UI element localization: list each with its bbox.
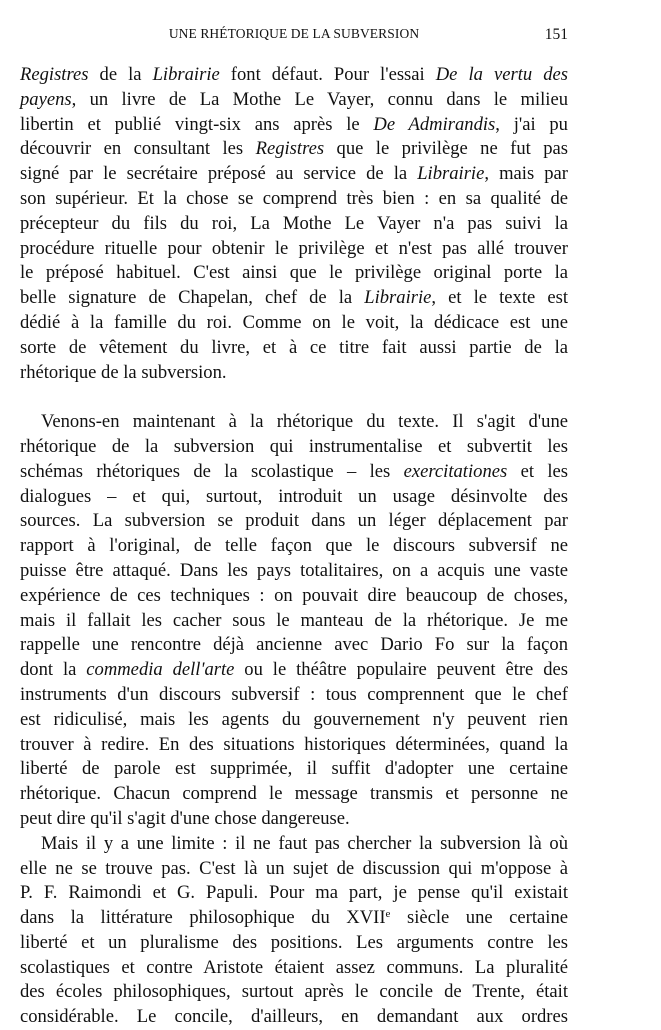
text-line bbox=[20, 807, 568, 832]
text-run: scolastiques et contre Aristote étaient assez communs. La pluralité bbox=[20, 956, 568, 978]
paragraph bbox=[20, 832, 568, 1030]
text-run: rhétorique de la subversion. bbox=[20, 361, 227, 383]
page-header bbox=[20, 26, 568, 46]
text-run: sorte de vêtement du livre, et à ce titre fait aussi partie de la bbox=[20, 336, 568, 358]
text-run: liberté et un pluralisme des positions. Les arguments contre les bbox=[20, 931, 568, 953]
body-text bbox=[20, 63, 568, 1030]
italic-text: commedia dell'arte bbox=[86, 659, 235, 681]
paragraph bbox=[20, 410, 568, 832]
text-line bbox=[20, 609, 568, 634]
text-run: rhétorique. Chacun comprend le message transmis et personne ne bbox=[20, 783, 568, 805]
text-line bbox=[20, 584, 568, 609]
text-run: rhétorique de la subversion qui instrumentalise et subvertit les bbox=[20, 435, 568, 457]
italic-text: Librairie bbox=[152, 64, 220, 85]
text-line bbox=[20, 857, 568, 882]
text-line bbox=[20, 881, 568, 906]
text-run: est ridiculisé, mais les agents du gouvernement n'y peuvent rien bbox=[20, 708, 568, 730]
text-run: trouver à redire. En des situations historiques déterminées, quand la bbox=[20, 733, 568, 755]
italic-text: payens bbox=[20, 88, 72, 110]
text-line bbox=[20, 286, 568, 311]
text-line bbox=[20, 906, 568, 931]
text-run: dialogues – et qui, surtout, introduit un usage désinvolte des bbox=[20, 485, 568, 507]
text-line bbox=[20, 683, 568, 708]
text-line bbox=[20, 658, 568, 683]
italic-text: De la vertu des bbox=[435, 64, 568, 85]
text-line bbox=[20, 187, 568, 212]
text-run: schémas rhétoriques de la scolastique – les bbox=[20, 460, 404, 482]
text-run: Venons-en maintenant à la rhétorique du texte. Il s'agit d'une bbox=[41, 411, 568, 433]
running-head: UNE RHÉTORIQUE DE LA SUBVERSION bbox=[168, 26, 420, 41]
text-line bbox=[20, 509, 568, 534]
text-run: font défaut. Pour l'essai bbox=[219, 64, 436, 85]
text-line bbox=[20, 757, 568, 782]
text-run: sources. La subversion se produit dans un léger déplacement par bbox=[20, 510, 568, 532]
text-line bbox=[20, 832, 568, 857]
text-line bbox=[20, 559, 568, 584]
text-run: puisse être attaqué. Dans les pays totalitaires, on a acquis une vaste bbox=[20, 559, 568, 581]
text-line bbox=[20, 63, 568, 88]
text-run: dont la bbox=[20, 659, 87, 681]
paragraph bbox=[20, 63, 568, 385]
text-line bbox=[20, 212, 568, 237]
italic-text: exercitationes bbox=[403, 460, 508, 482]
text-run: expérience de ces techniques : on pouvait dire beaucoup de choses, bbox=[20, 584, 568, 606]
text-run: de la bbox=[88, 64, 153, 85]
text-line bbox=[20, 931, 568, 956]
text-line bbox=[20, 237, 568, 262]
text-run: , un livre de La Mothe Le Vayer, connu dans le milieu bbox=[71, 88, 568, 110]
text-run: considérable. Le concile, d'ailleurs, en demandant aux ordres bbox=[20, 1006, 568, 1028]
text-line bbox=[20, 534, 568, 559]
text-line bbox=[20, 311, 568, 336]
superscript: e bbox=[385, 908, 391, 921]
text-line bbox=[20, 410, 568, 435]
text-run: précepteur du fils du roi, La Mothe Le Vayer n'a pas suivi la bbox=[20, 212, 568, 234]
text-line bbox=[20, 361, 568, 386]
text-run: instruments d'un discours subversif : tous comprennent que le chef bbox=[20, 683, 568, 705]
text-line bbox=[20, 460, 568, 485]
text-run: procédure rituelle pour obtenir le privilège et n'est pas allé trouver bbox=[20, 237, 568, 259]
text-line bbox=[20, 162, 568, 187]
text-line bbox=[20, 485, 568, 510]
text-run: découvrir en consultant les bbox=[20, 138, 256, 160]
paragraph-gap bbox=[20, 385, 568, 410]
text-line bbox=[20, 435, 568, 460]
text-run: mais il fallait les cacher sous le manteau de la rhétorique. Je me bbox=[20, 609, 568, 631]
text-run: et les bbox=[507, 460, 569, 482]
text-run: peut dire qu'il s'agit d'une chose dangereuse. bbox=[20, 807, 350, 829]
text-line bbox=[20, 956, 568, 981]
text-line bbox=[20, 980, 568, 1005]
text-run: ou le théâtre populaire peuvent être des bbox=[234, 659, 568, 681]
italic-text: Registres bbox=[255, 138, 325, 160]
text-run: siècle une certaine bbox=[390, 907, 568, 929]
italic-text: Librairie bbox=[417, 163, 485, 185]
italic-text: Librairie bbox=[364, 287, 432, 309]
text-line bbox=[20, 633, 568, 658]
text-run: liberté de parole est supprimée, il suffit d'adopter une certaine bbox=[20, 758, 568, 780]
text-run: que le privilège ne fut pas bbox=[324, 138, 569, 160]
italic-text: De Admirandis bbox=[373, 113, 496, 135]
text-line bbox=[20, 261, 568, 286]
page-number: 151 bbox=[544, 26, 568, 43]
text-run: , j'ai pu bbox=[495, 113, 568, 135]
text-run: dans la littérature philosophique du XVII bbox=[20, 907, 386, 929]
text-run: des écoles philosophiques, surtout après le concile de Trente, était bbox=[20, 981, 568, 1003]
text-line bbox=[20, 113, 568, 138]
text-run: , et le texte est bbox=[431, 287, 568, 309]
text-run: le préposé habituel. C'est ainsi que le privilège original porte la bbox=[20, 262, 568, 284]
text-line bbox=[20, 708, 568, 733]
text-run: son supérieur. Et la chose se comprend très bien : en sa qualité de bbox=[20, 187, 568, 209]
text-line bbox=[20, 782, 568, 807]
text-run: rappelle une rencontre déjà ancienne avec Dario Fo sur la façon bbox=[20, 634, 568, 656]
text-line bbox=[20, 137, 568, 162]
text-run: elle ne se trouve pas. C'est là un sujet de discussion qui m'oppose à bbox=[20, 857, 568, 879]
text-line bbox=[20, 733, 568, 758]
text-run: dédié à la famille du roi. Comme on le voit, la dédicace est une bbox=[20, 311, 568, 333]
text-line bbox=[20, 88, 568, 113]
text-run: , mais par bbox=[484, 163, 568, 185]
text-line bbox=[20, 336, 568, 361]
italic-text: Registres bbox=[20, 64, 89, 85]
text-run: signé par le secrétaire préposé au service de la bbox=[20, 163, 418, 185]
text-run: P. F. Raimondi et G. Papuli. Pour ma part, je pense qu'il existait bbox=[20, 882, 568, 904]
text-line bbox=[20, 1005, 568, 1030]
text-run: belle signature de Chapelan, chef de la bbox=[20, 287, 365, 309]
text-run: Mais il y a une limite : il ne faut pas chercher la subversion là où bbox=[41, 832, 568, 854]
text-run: rapport à l'original, de telle façon que le discours subversif ne bbox=[20, 535, 568, 557]
text-run: libertin et publié vingt-six ans après le bbox=[20, 113, 374, 135]
